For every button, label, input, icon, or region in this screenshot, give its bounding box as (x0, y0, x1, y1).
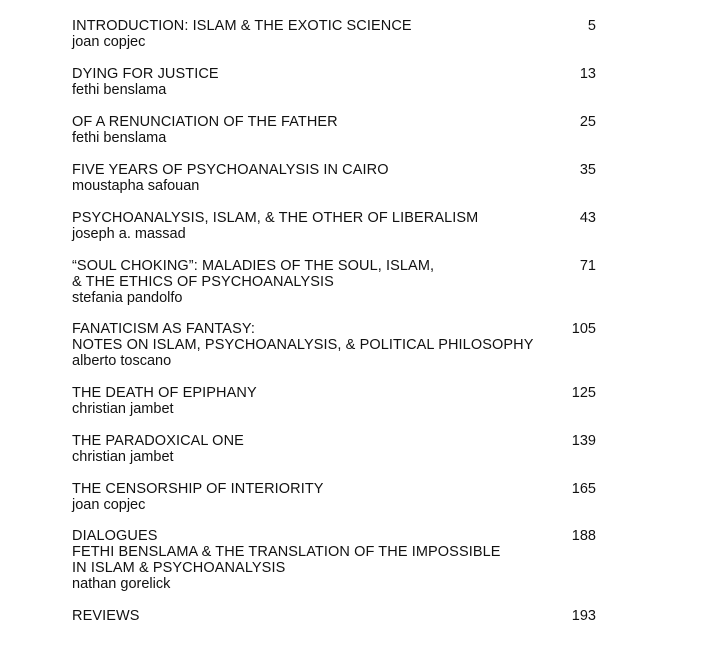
entry-page-number: 139 (571, 433, 596, 449)
entry-title-line: DIALOGUES (72, 528, 158, 544)
entry-page-number: 71 (579, 258, 596, 274)
entry-author: nathan gorelick (72, 576, 171, 592)
entry-author: fethi benslama (72, 82, 167, 98)
entry-title (72, 528, 596, 576)
entry-title-line: FANATICISM AS FANTASY: (72, 321, 255, 337)
entry-author: fethi benslama (72, 130, 167, 146)
entry-title-line: THE PARADOXICAL ONE (72, 433, 244, 449)
entry-author: joseph a. massad (72, 226, 186, 242)
entry-page-number: 105 (571, 321, 596, 337)
toc-entry (72, 608, 596, 624)
entry-title (72, 66, 596, 82)
toc-entry (72, 258, 596, 306)
entry-title-line: THE DEATH OF EPIPHANY (72, 385, 257, 401)
toc-entry (72, 162, 596, 194)
entry-page-number: 13 (579, 66, 596, 82)
entry-title-line: FIVE YEARS OF PSYCHOANALYSIS IN CAIRO (72, 162, 389, 178)
entry-page-number: 193 (571, 608, 596, 624)
toc-entry (72, 114, 596, 146)
entry-title (72, 608, 596, 624)
entry-title-line: “SOUL CHOKING”: MALADIES OF THE SOUL, ISLAM, (72, 258, 435, 274)
entry-title (72, 385, 596, 401)
toc-entry (72, 18, 596, 50)
entry-title (72, 321, 596, 353)
entry-title-line: REVIEWS (72, 608, 140, 624)
entry-page-number: 5 (587, 18, 596, 34)
entry-author: alberto toscano (72, 353, 172, 369)
entry-page-number: 125 (571, 385, 596, 401)
toc-entry (72, 433, 596, 465)
entry-title-line: FETHI BENSLAMA & THE TRANSLATION OF THE IMPOSSIBLE (72, 544, 501, 560)
toc-entry (72, 66, 596, 98)
toc-entry (72, 528, 596, 592)
entry-page-number: 188 (571, 528, 596, 544)
entry-page-number: 25 (579, 114, 596, 130)
entry-title (72, 210, 596, 226)
entry-author: moustapha safouan (72, 178, 200, 194)
entry-title-line: PSYCHOANALYSIS, ISLAM, & THE OTHER OF LIBERALISM (72, 210, 479, 226)
entry-title-line: IN ISLAM & PSYCHOANALYSIS (72, 560, 286, 576)
entry-author: christian jambet (72, 449, 174, 465)
entry-title (72, 481, 596, 497)
entry-title-line: THE CENSORSHIP OF INTERIORITY (72, 481, 324, 497)
entry-page-number: 35 (579, 162, 596, 178)
entry-title (72, 162, 596, 178)
entry-title (72, 433, 596, 449)
entry-author: christian jambet (72, 401, 174, 417)
entry-author: joan copjec (72, 497, 146, 513)
entry-author: stefania pandolfo (72, 290, 183, 306)
toc-entry (72, 481, 596, 513)
entry-page-number: 165 (571, 481, 596, 497)
entry-title-line: INTRODUCTION: ISLAM & THE EXOTIC SCIENCE (72, 18, 412, 34)
toc-entry (72, 210, 596, 242)
entry-title-line: OF A RENUNCIATION OF THE FATHER (72, 114, 338, 130)
entry-page-number: 43 (579, 210, 596, 226)
entry-title (72, 18, 596, 34)
entry-title-line: DYING FOR JUSTICE (72, 66, 219, 82)
entry-title (72, 114, 596, 130)
entry-title-line: NOTES ON ISLAM, PSYCHOANALYSIS, & POLITICAL PHILOSOPHY (72, 337, 534, 353)
toc-entry (72, 321, 596, 369)
entry-title-line: & THE ETHICS OF PSYCHOANALYSIS (72, 274, 334, 290)
entry-title (72, 258, 596, 290)
toc-entry (72, 385, 596, 417)
entry-author: joan copjec (72, 34, 146, 50)
